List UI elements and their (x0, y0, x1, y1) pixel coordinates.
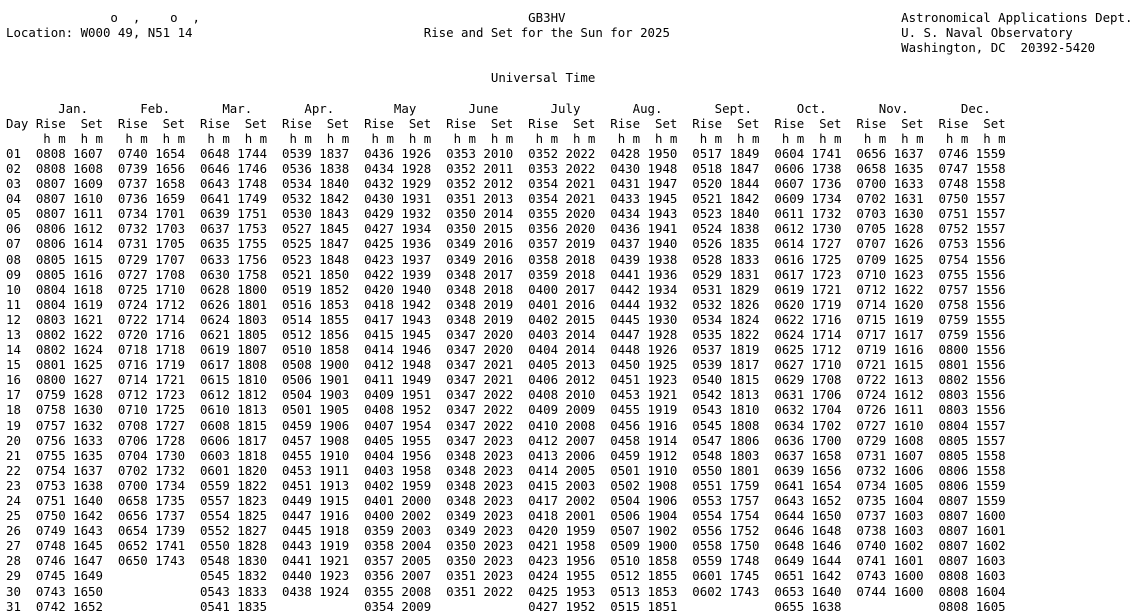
day-row-20: 20 0756 1633 0706 1728 0606 1817 0457 1908 0405 1955 0347 2023 0412 2007 0458 1914 0547 1806 0636 1700 0729 1608 0805 1557 (6, 432, 1006, 448)
day-row-09: 09 0805 1616 0727 1708 0630 1758 0521 1850 0422 1939 0348 2017 0359 2018 0441 1936 0529 1831 0617 1723 0710 1623 0755 1556 (6, 266, 1006, 282)
header-blank-2 (6, 85, 952, 100)
day-row-13: 13 0802 1622 0720 1716 0621 1805 0512 1856 0415 1945 0347 2020 0403 2014 0447 1928 0535 1822 0624 1714 0717 1617 0759 1556 (6, 326, 1006, 342)
day-row-23: 23 0753 1638 0700 1734 0559 1822 0451 1913 0402 1959 0348 2023 0415 2003 0502 1908 0551 1759 0641 1654 0734 1605 0806 1559 (6, 477, 1006, 493)
header-line-1: o , o , GB3HV Astronomical Applications Dept. (6, 10, 1132, 25)
day-row-19: 19 0757 1632 0708 1727 0608 1815 0459 1906 0407 1954 0347 2022 0410 2008 0456 1916 0545 1808 0634 1702 0727 1610 0804 1557 (6, 417, 1006, 433)
day-row-08: 08 0805 1615 0729 1707 0633 1756 0523 1848 0423 1937 0349 2016 0358 2018 0439 1938 0528 1833 0616 1725 0709 1625 0754 1556 (6, 251, 1006, 267)
day-row-06: 06 0806 1612 0732 1703 0637 1753 0527 1845 0427 1934 0350 2015 0356 2020 0436 1941 0524 1838 0612 1730 0705 1628 0752 1557 (6, 221, 1006, 237)
day-row-29: 29 0745 1649 0545 1832 0440 1923 0356 2007 0351 2023 0424 1955 0512 1855 0601 1745 0651 1642 0743 1600 0808 1603 (6, 568, 1006, 584)
day-row-31: 31 0742 1652 0541 1835 0354 2009 0427 1952 0515 1851 0655 1638 0808 1605 (6, 598, 1006, 614)
day-row-07: 07 0806 1614 0731 1705 0635 1755 0525 1847 0425 1936 0349 2016 0357 2019 0437 1940 0526 1835 0614 1727 0707 1626 0753 1556 (6, 236, 1006, 252)
day-row-05: 05 0807 1611 0734 1701 0639 1751 0530 1843 0429 1932 0350 2014 0355 2020 0434 1943 0523 1840 0611 1732 0703 1630 0751 1557 (6, 206, 1006, 222)
day-row-03: 03 0807 1609 0737 1658 0643 1748 0534 1840 0432 1929 0352 2012 0354 2021 0431 1947 0520 1844 0607 1736 0700 1633 0748 1558 (6, 176, 1006, 192)
month-header-row: Jan. Feb. Mar. Apr. May June July Aug. Sept. Oct. Nov. Dec. (6, 100, 991, 116)
day-row-25: 25 0750 1642 0656 1737 0554 1825 0447 1916 0400 2002 0349 2023 0418 2001 0506 1904 0554 1754 0644 1650 0737 1603 0807 1600 (6, 508, 1006, 524)
day-row-04: 04 0807 1610 0736 1659 0641 1749 0532 1842 0430 1931 0351 2013 0354 2021 0433 1945 0521 1842 0609 1734 0702 1631 0750 1557 (6, 191, 1006, 207)
day-row-22: 22 0754 1637 0702 1732 0601 1820 0453 1911 0403 1958 0348 2023 0414 2005 0501 1910 0550 1801 0639 1656 0732 1606 0806 1558 (6, 462, 1006, 478)
day-row-01: 01 0808 1607 0740 1654 0648 1744 0539 1837 0436 1926 0353 2010 0352 2022 0428 1950 0517 1849 0604 1741 0656 1637 0746 1559 (6, 145, 1006, 161)
header-blank-1 (6, 55, 952, 70)
day-row-16: 16 0800 1627 0714 1721 0615 1810 0506 1901 0411 1949 0347 2021 0406 2012 0451 1923 0540 1815 0629 1708 0722 1613 0802 1556 (6, 372, 1006, 388)
day-row-21: 21 0755 1635 0704 1730 0603 1818 0455 1910 0404 1956 0348 2023 0413 2006 0459 1912 0548 1803 0637 1658 0731 1607 0805 1558 (6, 447, 1006, 463)
day-row-28: 28 0746 1647 0650 1743 0548 1830 0441 1921 0357 2005 0350 2023 0423 1956 0510 1858 0559 1748 0649 1644 0741 1601 0807 1603 (6, 553, 1006, 569)
time-basis-line: Universal Time (6, 70, 596, 86)
rise-set-header-row: Day Rise Set Rise Set Rise Set Rise Set Rise Set Rise Set Rise Set Rise Set Rise Set Rise Set Rise Set Rise Set (6, 115, 1006, 131)
day-row-10: 10 0804 1618 0725 1710 0628 1800 0519 1852 0420 1940 0348 2018 0400 2017 0442 1934 0531 1829 0619 1721 0712 1622 0757 1556 (6, 281, 1006, 297)
unit-header-row: h m h m h m h m h m h m h m h m h m h m h m h m h m h m h m h m h m h m h m h m h m h m h m h m (6, 130, 1006, 146)
day-row-15: 15 0801 1625 0716 1719 0617 1808 0508 1900 0412 1948 0347 2021 0405 2013 0450 1925 0539 1817 0627 1710 0721 1615 0801 1556 (6, 357, 1006, 373)
day-row-18: 18 0758 1630 0710 1725 0610 1813 0501 1905 0408 1952 0347 2022 0409 2009 0455 1919 0543 1810 0632 1704 0726 1611 0803 1556 (6, 402, 1006, 418)
header-line-3: Washington, DC 20392-5420 (6, 40, 1096, 56)
day-row-30: 30 0743 1650 0543 1833 0438 1924 0355 2008 0351 2022 0425 1953 0513 1853 0602 1743 0653 1640 0744 1600 0808 1604 (6, 583, 1006, 599)
day-row-27: 27 0748 1645 0652 1741 0550 1828 0443 1919 0358 2004 0350 2023 0421 1958 0509 1900 0558 1750 0648 1646 0740 1602 0807 1602 (6, 538, 1006, 554)
day-row-02: 02 0808 1608 0739 1656 0646 1746 0536 1838 0434 1928 0352 2011 0353 2022 0430 1948 0518 1847 0606 1738 0658 1635 0747 1558 (6, 160, 1006, 176)
day-row-11: 11 0804 1619 0724 1712 0626 1801 0516 1853 0418 1942 0348 2019 0401 2016 0444 1932 0532 1826 0620 1719 0714 1620 0758 1556 (6, 296, 1006, 312)
day-row-17: 17 0759 1628 0712 1723 0612 1812 0504 1903 0409 1951 0347 2022 0408 2010 0453 1921 0542 1813 0631 1706 0724 1612 0803 1556 (6, 387, 1006, 403)
day-row-24: 24 0751 1640 0658 1735 0557 1823 0449 1915 0401 2000 0348 2023 0417 2002 0504 1906 0553 1757 0643 1652 0735 1604 0807 1559 (6, 493, 1006, 508)
day-row-26: 26 0749 1643 0654 1739 0552 1827 0445 1918 0359 2003 0349 2023 0420 1959 0507 1902 0556 1752 0646 1648 0738 1603 0807 1601 (6, 523, 1006, 539)
header-line-2: Location: W000 49, N51 14 Rise and Set for the Sun for 2025 U. S. Naval Observatory (6, 25, 1073, 41)
day-row-14: 14 0802 1624 0718 1718 0619 1807 0510 1858 0414 1946 0347 2020 0404 2014 0448 1926 0537 1819 0625 1712 0719 1616 0800 1556 (6, 342, 1006, 358)
day-row-12: 12 0803 1621 0722 1714 0624 1803 0514 1855 0417 1943 0348 2019 0402 2015 0445 1930 0534 1824 0622 1716 0715 1619 0759 1555 (6, 311, 1006, 327)
